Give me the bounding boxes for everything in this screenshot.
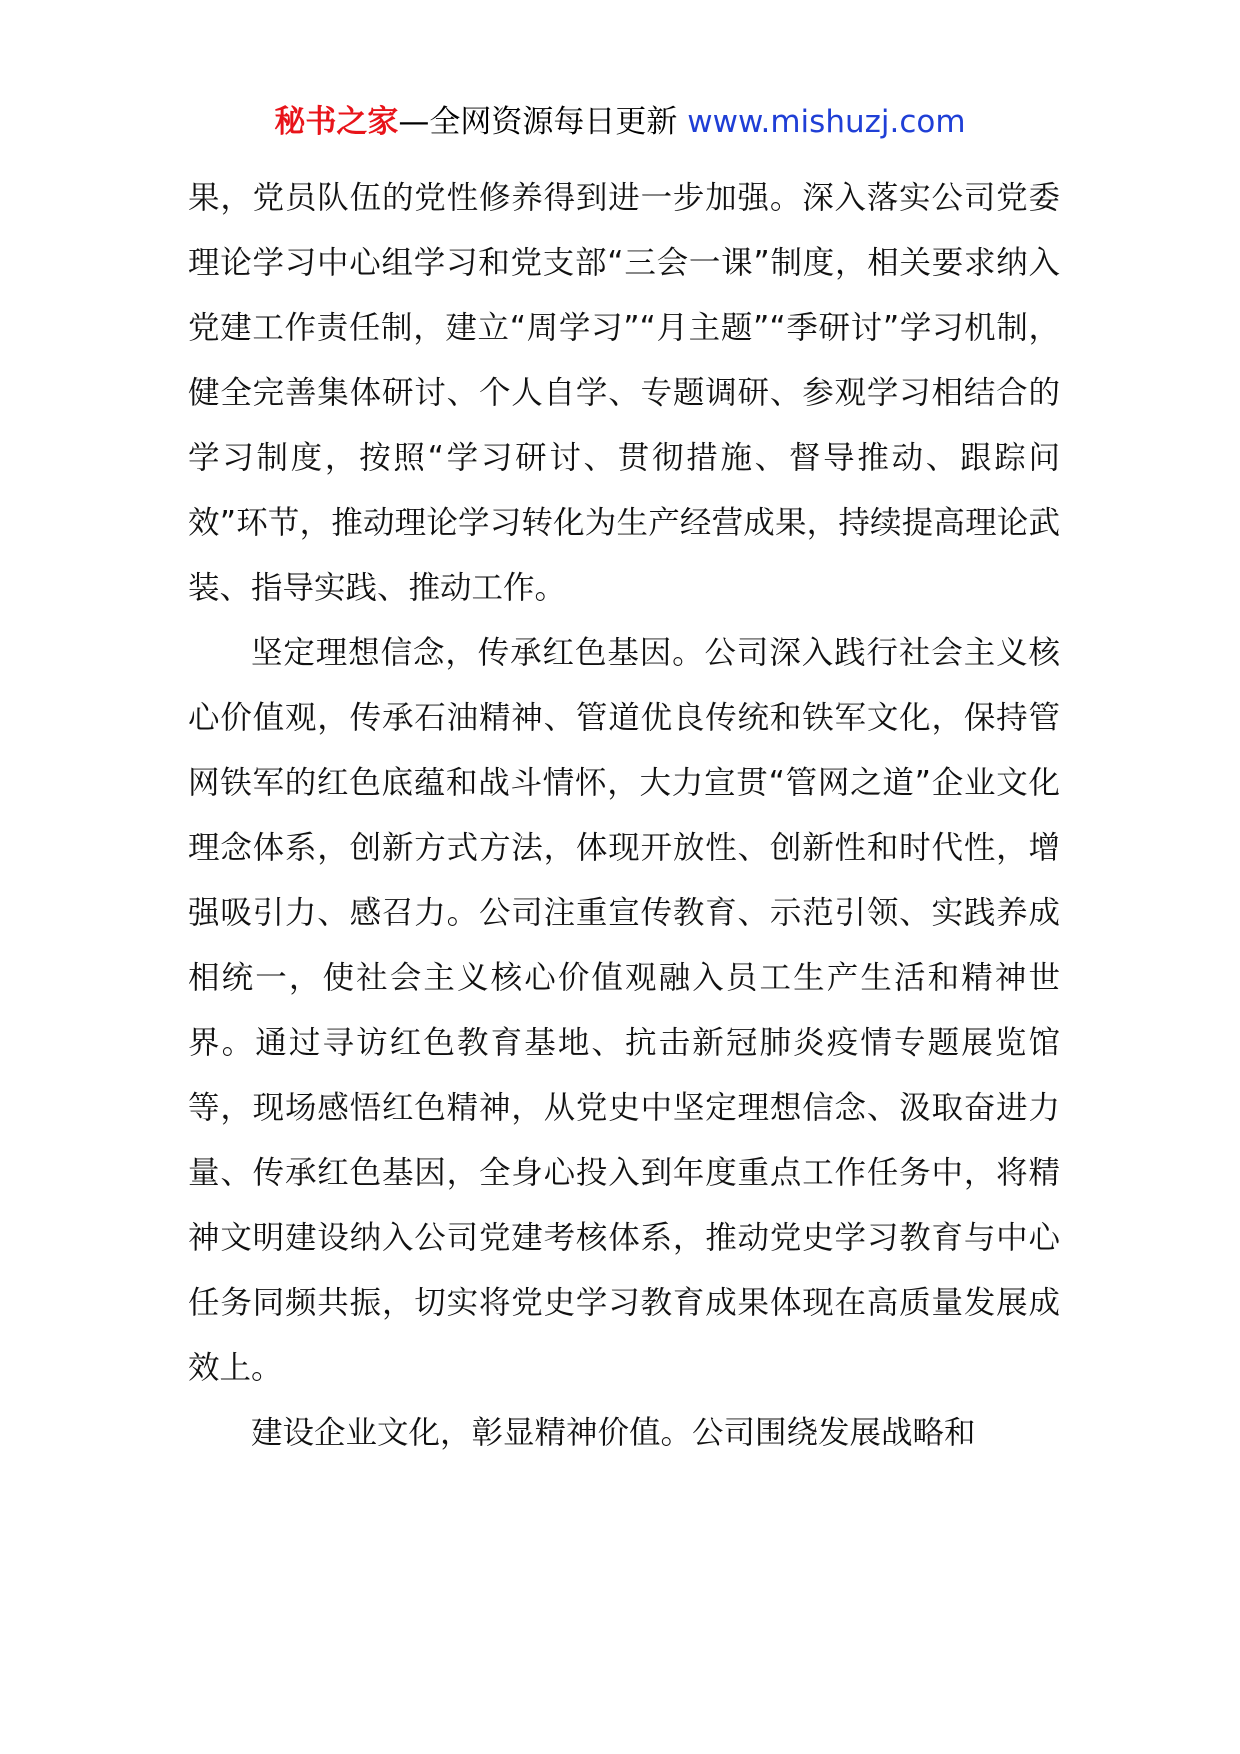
header-slogan: —全网资源每日更新 [398,104,688,140]
paragraph-3: 建设企业文化，彰显精神价值。公司围绕发展战略和 [251,1415,976,1451]
header-url-link[interactable]: www.mishuzj.com [687,104,966,140]
header-brand: 秘书之家 [274,104,399,140]
paragraph-1: 果，党员队伍的党性修养得到进一步加强。深入落实公司党委理论学习中心组学习和党支部“三会一课”制度，相关要求纳入党建工作责任制，建立“周学习”“月主题”“季研讨”学习机制，健全完善集体研讨、个人自学、专题调研、参观学习相结合的学习制度，按照“学习研讨、贯彻措施、督导推动、跟踪问效”环节，推动理论学习转化为生产经营成果，持续提高理论武装、指导实践、推动工作。 [188,180,1060,606]
document-body [188,166,1060,1466]
page-header [0,100,1240,144]
paragraph-2: 坚定理想信念，传承红色基因。公司深入践行社会主义核心价值观，传承石油精神、管道优良传统和铁军文化，保持管网铁军的红色底蕴和战斗情怀，大力宣贯“管网之道”企业文化理念体系，创新方式方法，体现开放性、创新性和时代性，增强吸引力、感召力。公司注重宣传教育、示范引领、实践养成相统一，使社会主义核心价值观融入员工生产生活和精神世界。通过寻访红色教育基地、抗击新冠肺炎疫情专题展览馆等，现场感悟红色精神，从党史中坚定理想信念、汲取奋进力量、传承红色基因，全身心投入到年度重点工作任务中，将精神文明建设纳入公司党建考核体系，推动党史学习教育与中心任务同频共振，切实将党史学习教育成果体现在高质量发展成效上。 [188,635,1060,1386]
